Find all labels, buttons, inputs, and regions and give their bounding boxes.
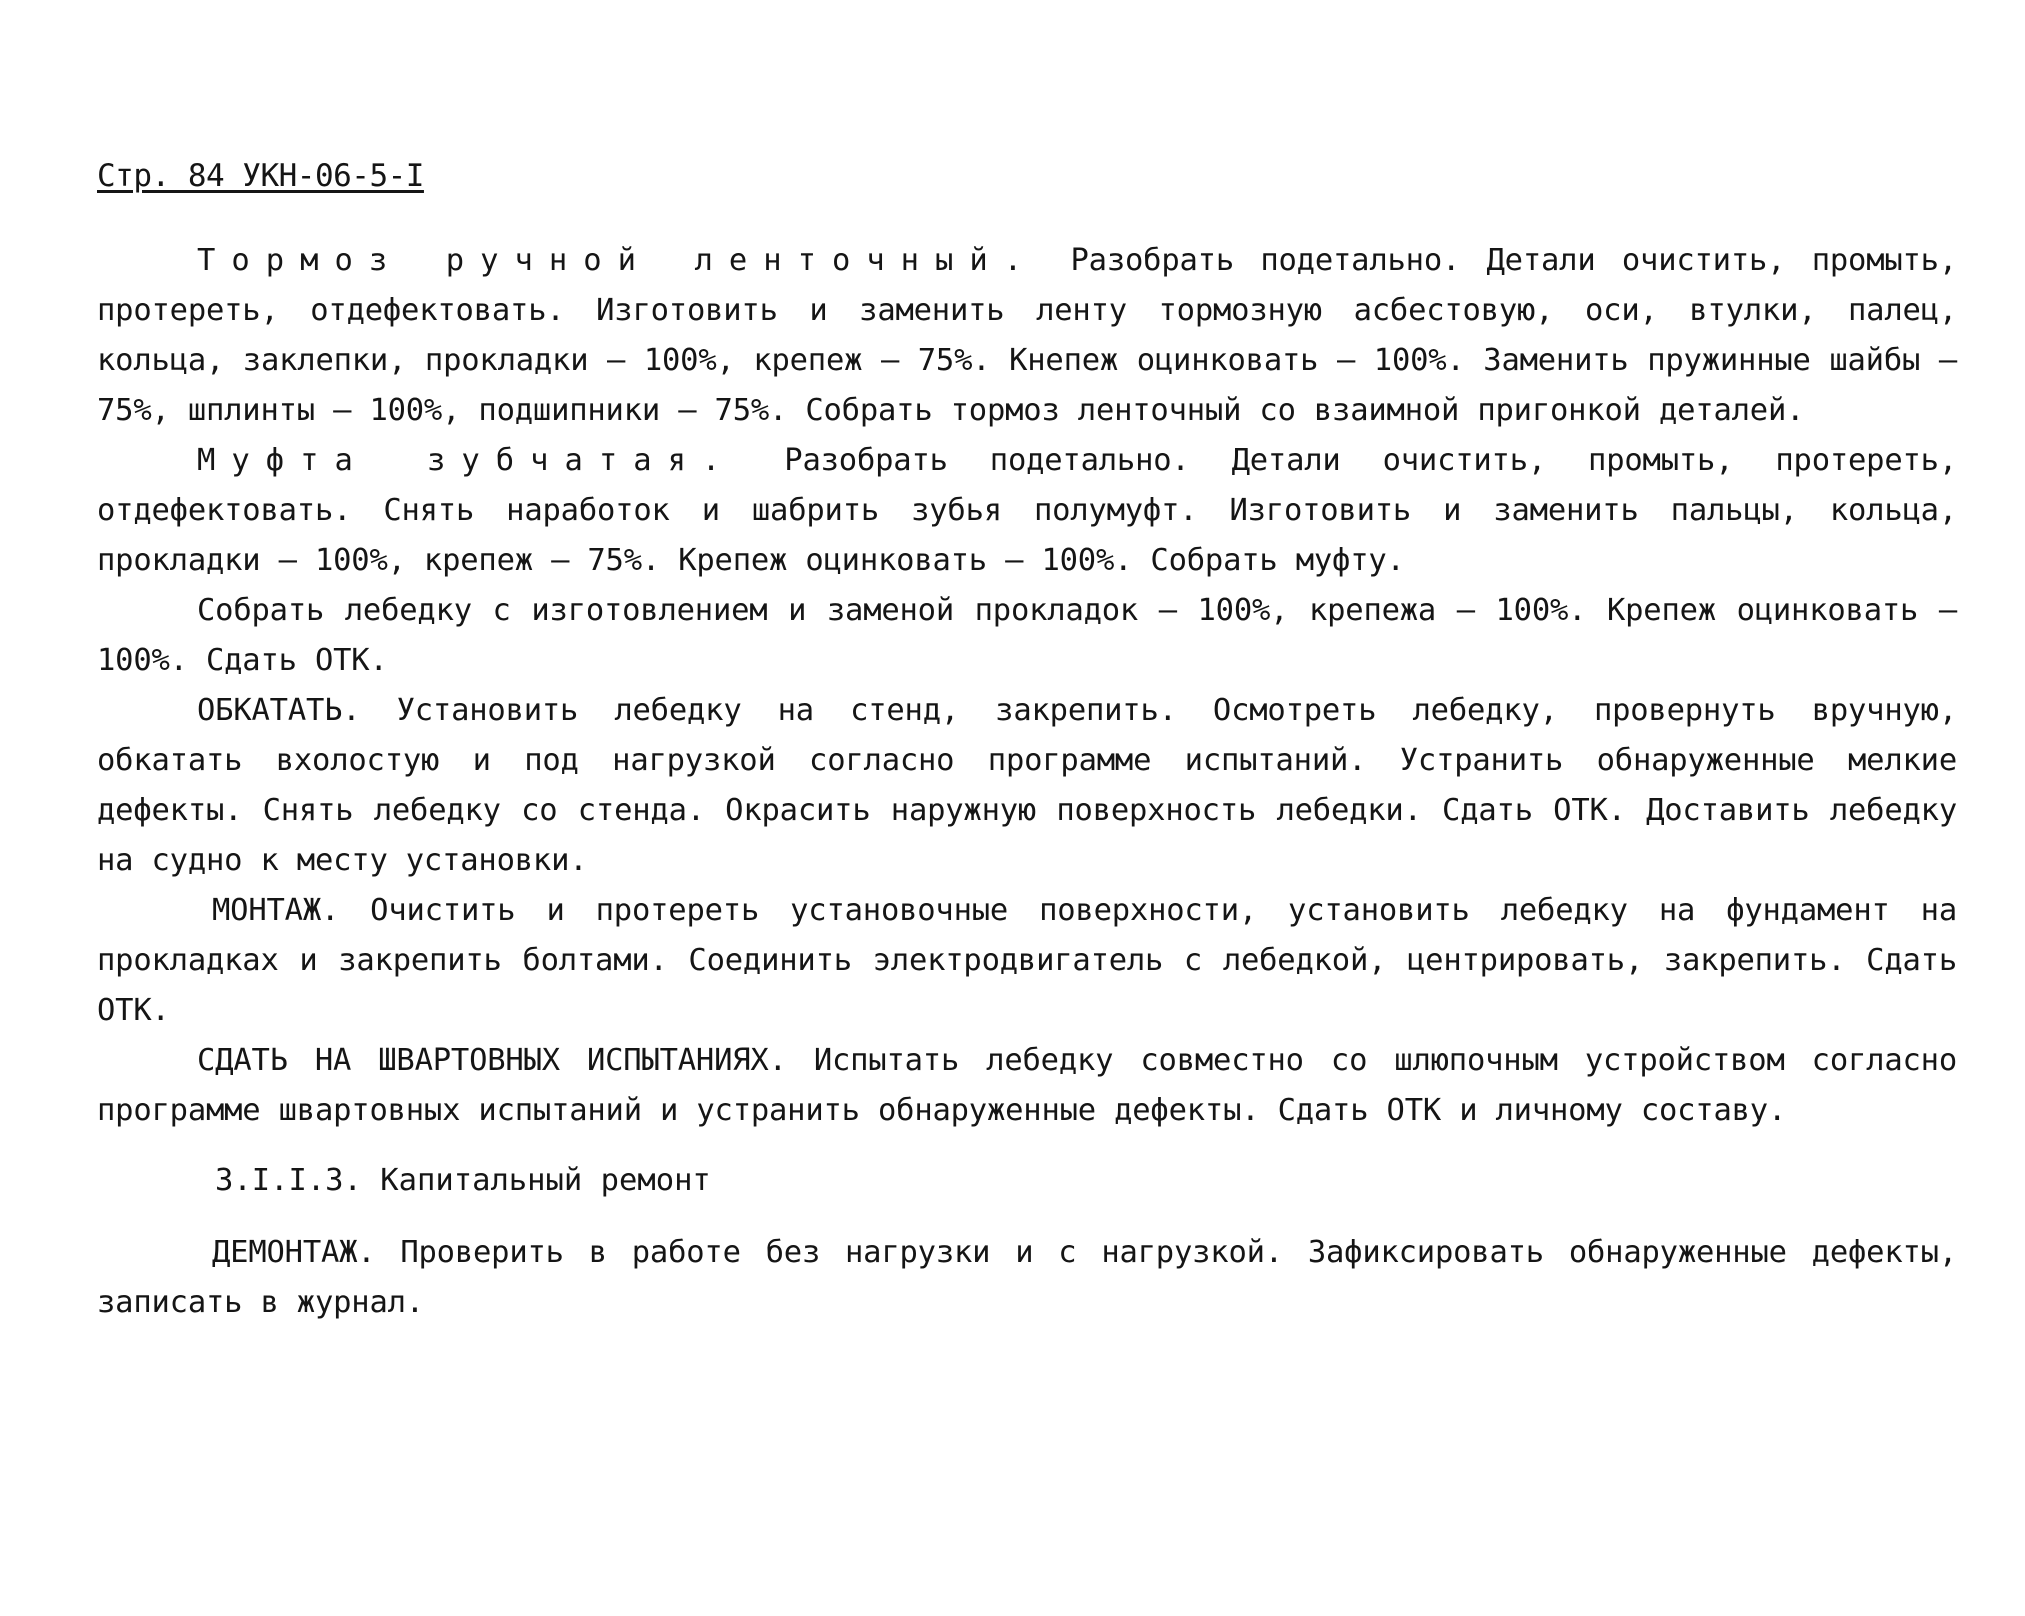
- page-header: Стр. 84 УКН-06-5-I: [97, 158, 424, 194]
- paragraph-mounting: МОНТАЖ. Очистить и протереть установочные поверхности, установить лебедку на фундамент на прокладках и закрепить болтами. Соединить электродвигатель с лебедкой, центрировать, закрепить. Сдать ОТК.: [97, 893, 1957, 1028]
- paragraph-brake-title: Тормоз ручной ленточный.: [197, 243, 1039, 278]
- paragraph-run-in: ОБКАТАТЬ. Установить лебедку на стенд, закрепить. Осмотреть лебедку, провернуть вручную, обкатать вхолостую и под нагрузкой согласно программе испытаний. Устранить обнаруженные мелкие дефекты. Снять лебедку со стенда. Окрасить наружную поверхность лебедки. Сдать ОТК. Доставить лебедку на судно к месту установки.: [97, 693, 1957, 878]
- paragraph-dismantling: ДЕМОНТАЖ. Проверить в работе без нагрузки и с нагрузкой. Зафиксировать обнаруженные дефекты, записать в журнал.: [97, 1235, 1957, 1320]
- paragraph-coupling-title: Муфта зубчатая.: [197, 443, 737, 478]
- paragraph-brake-text: Разобрать подетально. Детали очистить, промыть, протереть, отдефектовать. Изготовить и заменить ленту тормозную асбестовую, оси, втулки, палец, кольца, заклепки, прокладки – 100%, крепеж – 75%. Кнепеж оцинковать – 100%. Заменить пружинные шайбы – 75%, шплинты – 100%, подшипники – 75%. Собрать тормоз ленточный со взаимной пригонкой деталей.: [97, 243, 1958, 428]
- section-heading: 3.I.I.3. Капитальный ремонт: [215, 1163, 711, 1198]
- paragraph-coupling: [97, 436, 1957, 586]
- paragraph-mooring-trials: СДАТЬ НА ШВАРТОВНЫХ ИСПЫТАНИЯХ. Испытать лебедку совместно со шлюпочным устройством согласно программе швартовных испытаний и устранить обнаруженные дефекты. Сдать ОТК и личному составу.: [97, 1043, 1957, 1128]
- paragraph-brake: [97, 236, 1957, 436]
- paragraph-coupling-text: Разобрать подетально. Детали очистить, промыть, протереть, отдефектовать. Снять наработок и шабрить зубья полумуфт. Изготовить и заменить пальцы, кольца, прокладки – 100%, крепеж – 75%. Крепеж оцинковать – 100%. Собрать муфту.: [97, 443, 1957, 578]
- document-body: [97, 236, 1957, 1328]
- paragraph-assemble: Собрать лебедку с изготовлением и заменой прокладок – 100%, крепежа – 100%. Крепеж оцинковать – 100%. Сдать ОТК.: [97, 593, 1957, 678]
